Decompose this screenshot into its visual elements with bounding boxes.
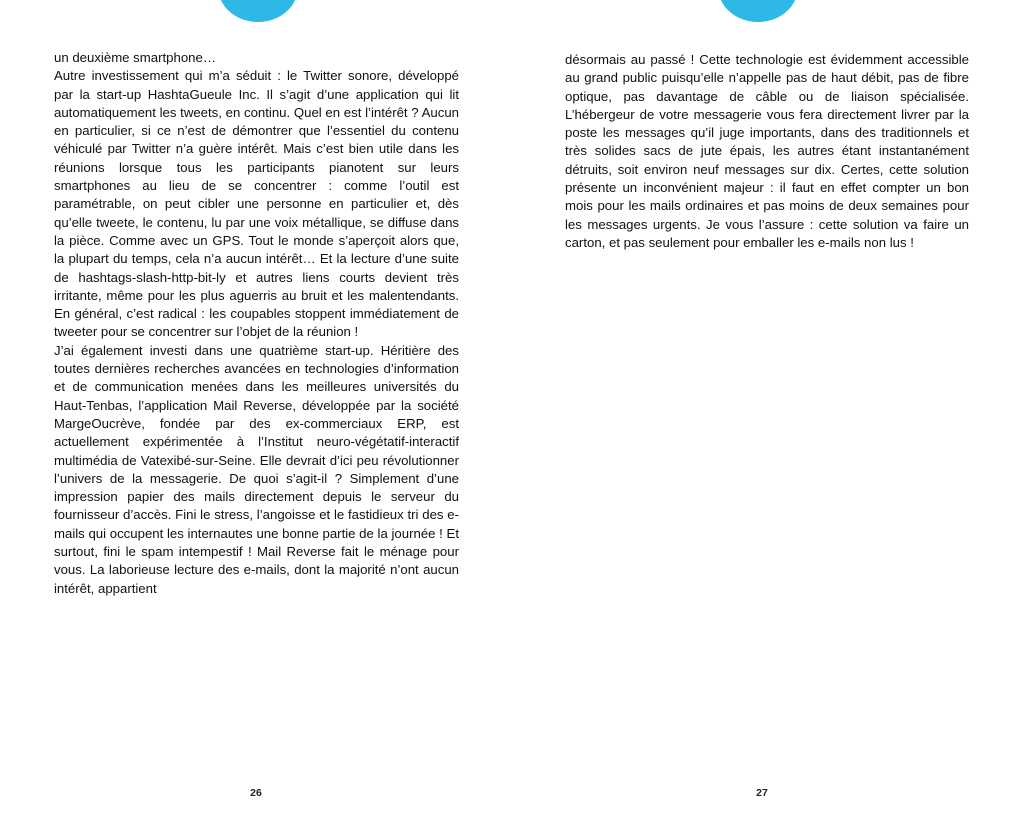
paragraph: J’ai également investi dans une quatrième start-up. Héritière des toutes dernières recherches avancées en technologies d’information et de communication menées dans les meilleures universités du Haut-Tenbas, l’application Mail Reverse, développée par la société MargeOucrève, fondée par des ex-commerciaux ERP, est actuellement expérimentée à l’Institut neuro-végétatif-interactif multimédia de Vatexibé-sur-Seine. Elle devrait d’ici peu révolutionner l’univers de la messagerie. De quoi s’agit-il ? Simplement d’une impression papier des mails directement depuis le serveur du fournisseur d’accès. Fini le stress, l’angoisse et le fastidieux tri des e-mails qui occupent les internautes une bonne partie de la journée ! Et surtout, fini le spam intempestif ! Mail Reverse fait le ménage pour vous. La laborieuse lecture des e-mails, dont la majorité n’ont aucun intérêt, appartient [54,342,459,596]
paragraph: un deuxième smartphone… [54,50,217,65]
page-number-right: 27 [756,787,768,799]
decorative-circle-right [718,0,798,22]
right-page [512,0,1024,820]
paragraph: Autre investissement qui m’a séduit : le Twitter sonore, développé par la start-up HashtaGueule Inc. Il s’agit d’une application qui lit automatiquement les tweets, en continu. Quel en est l’intérêt ? Aucun en particulier, si ce n’est de démontrer que l’essentiel du contenu véhiculé par Twitter n’a guère intérêt. Mais c’est bien utile dans les réunions lorsque tous les participants pianotent sur leurs smartphones au lieu de se concentrer : comme l’outil est paramétrable, on peut cibler une personne en particulier et, dès qu’elle tweete, le contenu, lu par une voix métallique, se diffuse dans la pièce. Comme avec un GPS. Tout le monde s’aperçoit alors que, la plupart du temps, cela n’a aucun intérêt… Et la lecture d’une suite de hashtags-slash-http-bit-ly et autres liens courts devient très irritante, même pour les plus aguerris au bruit et les malentendants. En général, c’est radical : les coupables stoppent immédiatement de tweeter pour se concentrer sur l’objet de la réunion ! [54,68,459,340]
page-number-left: 26 [250,787,262,799]
decorative-circle-left [218,0,298,22]
paragraph: désormais au passé ! Cette technologie est évidemment accessible au grand public puisqu’elle n’appelle pas de haut débit, pas de fibre optique, pas davantage de câble ou de liaison spécialisée. L’hébergeur de votre messagerie vous fera directement livrer par la poste les messages qu’il juge importants, dans des traditionnels et très solides sacs de jute épais, les autres étant instantanément détruits, soit environ neuf messages sur dix. Certes, cette solution présente un inconvénient majeur : il faut en effet compter un bon mois pour les mails ordinaires et pas moins de deux semaines pour les messages urgents. Je vous l’assure : cette solution va faire un carton, et pas seulement pour emballer les e-mails non lus ! [565,52,969,250]
left-page-text [54,49,459,598]
right-page-text [565,51,969,252]
